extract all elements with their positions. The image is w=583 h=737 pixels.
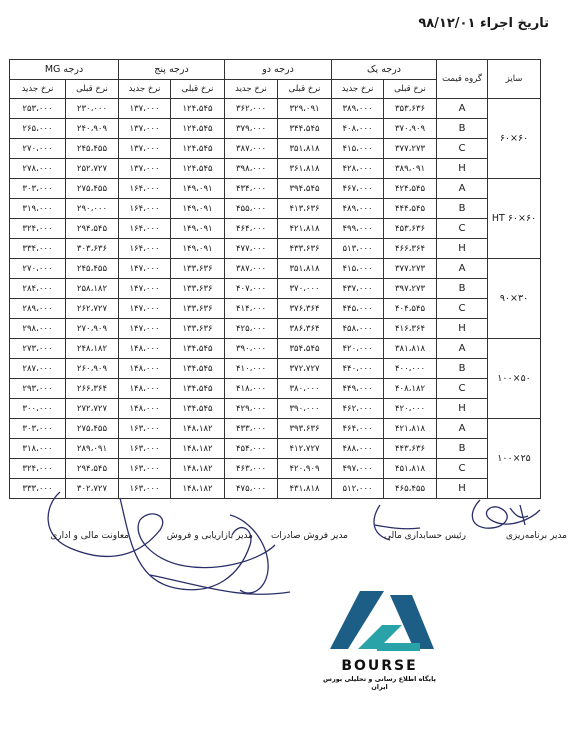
price-cell: ۴۰۸،۱۸۲ xyxy=(384,379,437,399)
price-cell: ۳۶۲،۰۰۰ xyxy=(225,99,278,119)
price-cell: ۱۴۷،۰۰۰ xyxy=(119,319,171,339)
price-cell: ۲۷۵،۴۵۵ xyxy=(66,419,119,439)
price-cell: ۲۷۰،۰۰۰ xyxy=(10,259,66,279)
price-cell: ۱۳۴،۵۴۵ xyxy=(171,399,225,419)
size-header: سایز xyxy=(488,60,541,99)
price-cell: ۲۷۵،۴۵۵ xyxy=(66,179,119,199)
price-cell: ۴۱۰،۰۰۰ xyxy=(225,359,278,379)
price-cell: ۳۵۳،۶۳۶ xyxy=(384,99,437,119)
price-cell: ۴۷۷،۰۰۰ xyxy=(225,239,278,259)
price-cell: ۲۷۸،۰۰۰ xyxy=(10,159,66,179)
signatory-title: مدیر بازاریابی و فروش xyxy=(166,531,253,541)
price-cell: ۱۴۹،۰۹۱ xyxy=(171,199,225,219)
price-cell: ۴۶۴،۰۰۰ xyxy=(332,419,384,439)
price-group-cell: B xyxy=(437,359,488,379)
price-cell: ۱۶۳،۰۰۰ xyxy=(119,459,171,479)
price-cell: ۲۶۵،۰۰۰ xyxy=(10,119,66,139)
price-cell: ۵۱۲،۰۰۰ xyxy=(332,479,384,499)
grade-header: درجه دو xyxy=(225,60,332,80)
price-group-cell: A xyxy=(437,99,488,119)
new-rate-header: نرخ جدید xyxy=(225,80,278,99)
price-cell: ۴۰۰،۰۰۰ xyxy=(384,359,437,379)
price-cell: ۲۸۹،۰۰۰ xyxy=(10,299,66,319)
size-cell: ۳۰×۹۰ xyxy=(488,259,541,339)
price-cell: ۴۲۰،۹۰۹ xyxy=(278,459,332,479)
price-cell: ۲۸۷،۰۰۰ xyxy=(10,359,66,379)
price-cell: ۱۳۳،۶۳۶ xyxy=(171,279,225,299)
price-cell: ۱۴۷،۰۰۰ xyxy=(119,259,171,279)
price-cell: ۳۳۳،۰۰۰ xyxy=(10,479,66,499)
price-cell: ۳۰۰،۰۰۰ xyxy=(10,399,66,419)
price-cell: ۲۴۵،۴۵۵ xyxy=(66,139,119,159)
old-rate-header: نرخ قبلی xyxy=(278,80,332,99)
price-cell: ۴۶۳،۰۰۰ xyxy=(225,459,278,479)
price-cell: ۱۳۴،۵۴۵ xyxy=(171,359,225,379)
new-rate-header: نرخ جدید xyxy=(119,80,171,99)
price-cell: ۱۴۷،۰۰۰ xyxy=(119,279,171,299)
price-cell: ۴۰۷،۰۰۰ xyxy=(225,279,278,299)
price-cell: ۳۹۷،۲۷۳ xyxy=(384,279,437,299)
price-cell: ۲۹۳،۰۰۰ xyxy=(10,379,66,399)
price-cell: ۴۵۳،۶۳۶ xyxy=(384,219,437,239)
price-cell: ۳۹۸،۰۰۰ xyxy=(225,159,278,179)
price-cell: ۴۸۸،۰۰۰ xyxy=(332,439,384,459)
price-cell: ۱۶۴،۰۰۰ xyxy=(119,219,171,239)
price-cell: ۳۱۹،۰۰۰ xyxy=(10,199,66,219)
price-cell: ۴۴۳،۶۳۶ xyxy=(384,439,437,459)
size-cell: ۶۰×۶۰ xyxy=(488,99,541,179)
price-cell: ۲۹۰،۰۰۰ xyxy=(66,199,119,219)
price-cell: ۱۲۴،۵۴۵ xyxy=(171,119,225,139)
price-cell: ۳۹۰،۰۰۰ xyxy=(225,339,278,359)
price-group-cell: C xyxy=(437,219,488,239)
old-rate-header: نرخ قبلی xyxy=(171,80,225,99)
price-cell: ۱۶۳،۰۰۰ xyxy=(119,439,171,459)
logo-brand-name: BOURSE xyxy=(341,658,418,674)
price-cell: ۴۱۸،۰۰۰ xyxy=(225,379,278,399)
price-cell: ۱۴۸،۰۰۰ xyxy=(119,359,171,379)
price-group-cell: C xyxy=(437,459,488,479)
price-cell: ۴۶۶،۳۶۴ xyxy=(384,239,437,259)
price-group-cell: H xyxy=(437,159,488,179)
price-cell: ۴۸۹،۰۰۰ xyxy=(332,199,384,219)
price-cell: ۱۶۴،۰۰۰ xyxy=(119,199,171,219)
price-cell: ۱۳۴،۵۴۵ xyxy=(171,379,225,399)
price-group-cell: H xyxy=(437,239,488,259)
price-cell: ۱۴۸،۱۸۲ xyxy=(171,459,225,479)
price-cell: ۴۲۵،۰۰۰ xyxy=(225,319,278,339)
price-group-cell: A xyxy=(437,179,488,199)
price-cell: ۲۹۴،۵۴۵ xyxy=(66,219,119,239)
price-group-cell: A xyxy=(437,259,488,279)
price-group-cell: H xyxy=(437,479,488,499)
price-cell: ۱۴۹،۰۹۱ xyxy=(171,219,225,239)
price-group-cell: B xyxy=(437,119,488,139)
price-cell: ۳۲۹،۰۹۱ xyxy=(278,99,332,119)
price-cell: ۱۲۴،۵۴۵ xyxy=(171,159,225,179)
price-cell: ۱۶۳،۰۰۰ xyxy=(119,419,171,439)
price-cell: ۴۳۳،۶۳۶ xyxy=(278,239,332,259)
price-cell: ۱۴۷،۰۰۰ xyxy=(119,299,171,319)
price-cell: ۲۴۰،۹۰۹ xyxy=(66,119,119,139)
price-cell: ۴۹۷،۰۰۰ xyxy=(332,459,384,479)
signatory-title: مدیر برنامه‌ریزی xyxy=(505,531,567,541)
price-cell: ۴۴۴،۵۴۵ xyxy=(384,199,437,219)
price-cell: ۳۵۱،۸۱۸ xyxy=(278,139,332,159)
price-cell: ۱۴۸،۱۸۲ xyxy=(171,439,225,459)
price-cell: ۳۹۳،۶۳۶ xyxy=(278,419,332,439)
price-cell: ۳۳۴،۰۰۰ xyxy=(10,239,66,259)
price-cell: ۴۹۹،۰۰۰ xyxy=(332,219,384,239)
size-cell: ۶۰×۶۰ HT xyxy=(488,179,541,259)
price-cell: ۳۷۲،۷۲۷ xyxy=(278,359,332,379)
price-cell: ۴۲۴،۵۴۵ xyxy=(384,179,437,199)
size-cell: ۲۵×۱۰۰ xyxy=(488,419,541,499)
price-cell: ۴۱۴،۰۰۰ xyxy=(225,299,278,319)
price-cell: ۴۶۷،۰۰۰ xyxy=(332,179,384,199)
price-cell: ۴۱۳،۶۳۶ xyxy=(278,199,332,219)
old-rate-header: نرخ قبلی xyxy=(66,80,119,99)
price-cell: ۴۵۵،۰۰۰ xyxy=(225,199,278,219)
price-cell: ۴۴۰،۰۰۰ xyxy=(332,359,384,379)
price-cell: ۳۷۶،۳۶۴ xyxy=(278,299,332,319)
price-cell: ۲۶۶،۳۶۴ xyxy=(66,379,119,399)
new-rate-header: نرخ جدید xyxy=(10,80,66,99)
price-cell: ۱۴۸،۰۰۰ xyxy=(119,379,171,399)
price-cell: ۳۹۰،۰۰۰ xyxy=(278,399,332,419)
price-cell: ۲۷۳،۰۰۰ xyxy=(10,339,66,359)
price-cell: ۴۰۸،۰۰۰ xyxy=(332,119,384,139)
price-cell: ۴۲۱،۸۱۸ xyxy=(278,219,332,239)
price-cell: ۳۸۹،۰۰۰ xyxy=(332,99,384,119)
price-cell: ۲۷۰،۹۰۹ xyxy=(66,319,119,339)
price-group-cell: C xyxy=(437,139,488,159)
price-cell: ۳۵۴،۵۴۵ xyxy=(278,339,332,359)
price-cell: ۴۴۵،۰۰۰ xyxy=(332,299,384,319)
price-cell: ۲۵۸،۱۸۲ xyxy=(66,279,119,299)
price-cell: ۳۷۷،۲۷۳ xyxy=(384,139,437,159)
price-cell: ۴۶۴،۰۰۰ xyxy=(225,219,278,239)
price-cell: ۴۱۵،۰۰۰ xyxy=(332,259,384,279)
grade-header: درجه MG xyxy=(10,60,119,80)
price-cell: ۱۶۴،۰۰۰ xyxy=(119,179,171,199)
price-cell: ۱۶۴،۰۰۰ xyxy=(119,239,171,259)
price-group-cell: A xyxy=(437,339,488,359)
price-cell: ۳۱۸،۰۰۰ xyxy=(10,439,66,459)
price-cell: ۴۱۵،۰۰۰ xyxy=(332,139,384,159)
old-rate-header: نرخ قبلی xyxy=(384,80,437,99)
signatory-title: رئیس حسابداری مالی xyxy=(383,531,466,541)
price-cell: ۲۶۲،۷۲۷ xyxy=(66,299,119,319)
price-cell: ۴۲۹،۰۰۰ xyxy=(225,399,278,419)
price-cell: ۲۸۹،۰۹۱ xyxy=(66,439,119,459)
logo-tagline: پایگاه اطلاع رسانی و تحلیلی بورس ایران xyxy=(323,675,436,691)
signatory-title: معاونت مالی و اداری xyxy=(50,531,129,541)
price-cell: ۴۳۷،۰۰۰ xyxy=(332,279,384,299)
price-cell: ۴۲۱،۸۱۸ xyxy=(384,419,437,439)
price-group-cell: C xyxy=(437,299,488,319)
price-cell: ۴۶۲،۰۰۰ xyxy=(332,399,384,419)
grade-header: درجه یک xyxy=(332,60,437,80)
price-cell: ۴۲۰،۰۰۰ xyxy=(332,339,384,359)
price-cell: ۴۱۶،۳۶۴ xyxy=(384,319,437,339)
price-cell: ۳۷۹،۰۰۰ xyxy=(225,119,278,139)
price-cell: ۱۴۸،۰۰۰ xyxy=(119,399,171,419)
price-cell: ۳۸۶،۳۶۴ xyxy=(278,319,332,339)
price-cell: ۲۴۸،۱۸۲ xyxy=(66,339,119,359)
price-cell: ۱۳۷،۰۰۰ xyxy=(119,139,171,159)
price-cell: ۱۳۷،۰۰۰ xyxy=(119,99,171,119)
new-rate-header: نرخ جدید xyxy=(332,80,384,99)
price-cell: ۴۲۰،۰۰۰ xyxy=(384,399,437,419)
price-cell: ۱۲۴،۵۴۵ xyxy=(171,139,225,159)
price-cell: ۳۷۰،۹۰۹ xyxy=(384,119,437,139)
price-cell: ۱۳۷،۰۰۰ xyxy=(119,119,171,139)
price-cell: ۱۶۳،۰۰۰ xyxy=(119,479,171,499)
price-cell: ۳۸۷،۰۰۰ xyxy=(225,259,278,279)
price-cell: ۳۰۳،۰۰۰ xyxy=(10,419,66,439)
price-cell: ۳۵۱،۸۱۸ xyxy=(278,259,332,279)
price-cell: ۴۴۹،۰۰۰ xyxy=(332,379,384,399)
signatory-title: مدیر فروش صادرات xyxy=(270,531,348,541)
price-cell: ۲۵۳،۰۰۰ xyxy=(10,99,66,119)
price-cell: ۲۳۰،۰۰۰ xyxy=(66,99,119,119)
price-group-cell: B xyxy=(437,279,488,299)
price-cell: ۲۸۴،۰۰۰ xyxy=(10,279,66,299)
price-cell: ۳۲۴،۰۰۰ xyxy=(10,219,66,239)
price-cell: ۲۶۰،۹۰۹ xyxy=(66,359,119,379)
price-cell: ۴۲۸،۰۰۰ xyxy=(332,159,384,179)
price-cell: ۱۴۸،۱۸۲ xyxy=(171,479,225,499)
price-group-cell: A xyxy=(437,419,488,439)
price-cell: ۳۶۱،۸۱۸ xyxy=(278,159,332,179)
grade-header: درجه پنج xyxy=(119,60,225,80)
price-cell: ۳۰۲،۷۲۷ xyxy=(66,479,119,499)
price-cell: ۲۹۸،۰۰۰ xyxy=(10,319,66,339)
price-cell: ۳۸۱،۸۱۸ xyxy=(384,339,437,359)
price-cell: ۴۳۱،۸۱۸ xyxy=(278,479,332,499)
price-cell: ۱۴۸،۱۸۲ xyxy=(171,419,225,439)
price-group-cell: H xyxy=(437,319,488,339)
price-cell: ۴۳۳،۰۰۰ xyxy=(225,419,278,439)
price-cell: ۴۰۴،۵۴۵ xyxy=(384,299,437,319)
price-cell: ۳۷۰،۰۰۰ xyxy=(278,279,332,299)
price-cell: ۲۴۵،۴۵۵ xyxy=(66,259,119,279)
price-cell: ۳۷۷،۲۷۳ xyxy=(384,259,437,279)
price-group-cell: H xyxy=(437,399,488,419)
execution-date: تاریخ اجراء ۹۸/۱۲/۰۱ xyxy=(418,16,549,31)
price-cell: ۱۴۹،۰۹۱ xyxy=(171,179,225,199)
price-cell: ۳۸۰،۰۰۰ xyxy=(278,379,332,399)
price-group-cell: C xyxy=(437,379,488,399)
price-cell: ۳۰۳،۰۰۰ xyxy=(10,179,66,199)
size-cell: ۵۰×۱۰۰ xyxy=(488,339,541,419)
price-cell: ۱۳۳،۶۳۶ xyxy=(171,319,225,339)
price-cell: ۴۶۵،۴۵۵ xyxy=(384,479,437,499)
price-cell: ۳۲۴،۰۰۰ xyxy=(10,459,66,479)
price-cell: ۱۳۳،۶۳۶ xyxy=(171,259,225,279)
price-cell: ۱۳۴،۵۴۵ xyxy=(171,339,225,359)
price-cell: ۴۳۴،۰۰۰ xyxy=(225,179,278,199)
price-cell: ۴۵۴،۰۰۰ xyxy=(225,439,278,459)
price-cell: ۱۴۸،۰۰۰ xyxy=(119,339,171,359)
price-cell: ۴۵۱،۸۱۸ xyxy=(384,459,437,479)
price-cell: ۱۳۳،۶۳۶ xyxy=(171,299,225,319)
price-cell: ۳۸۷،۰۰۰ xyxy=(225,139,278,159)
price-group-header: گروه قیمت xyxy=(437,60,488,99)
price-cell: ۳۸۹،۰۹۱ xyxy=(384,159,437,179)
price-cell: ۳۰۳،۶۳۶ xyxy=(66,239,119,259)
price-group-cell: B xyxy=(437,439,488,459)
price-cell: ۱۲۴،۵۴۵ xyxy=(171,99,225,119)
price-cell: ۲۷۰،۰۰۰ xyxy=(10,139,66,159)
price-cell: ۳۴۴،۵۴۵ xyxy=(278,119,332,139)
price-cell: ۱۳۷،۰۰۰ xyxy=(119,159,171,179)
price-cell: ۱۴۹،۰۹۱ xyxy=(171,239,225,259)
price-cell: ۴۱۲،۷۲۷ xyxy=(278,439,332,459)
price-cell: ۵۱۳،۰۰۰ xyxy=(332,239,384,259)
price-cell: ۴۵۸،۰۰۰ xyxy=(332,319,384,339)
price-cell: ۲۵۲،۷۲۷ xyxy=(66,159,119,179)
price-group-cell: B xyxy=(437,199,488,219)
price-cell: ۳۹۴،۵۴۵ xyxy=(278,179,332,199)
price-cell: ۴۷۵،۰۰۰ xyxy=(225,479,278,499)
price-cell: ۲۷۲،۷۲۷ xyxy=(66,399,119,419)
price-cell: ۲۹۴،۵۴۵ xyxy=(66,459,119,479)
